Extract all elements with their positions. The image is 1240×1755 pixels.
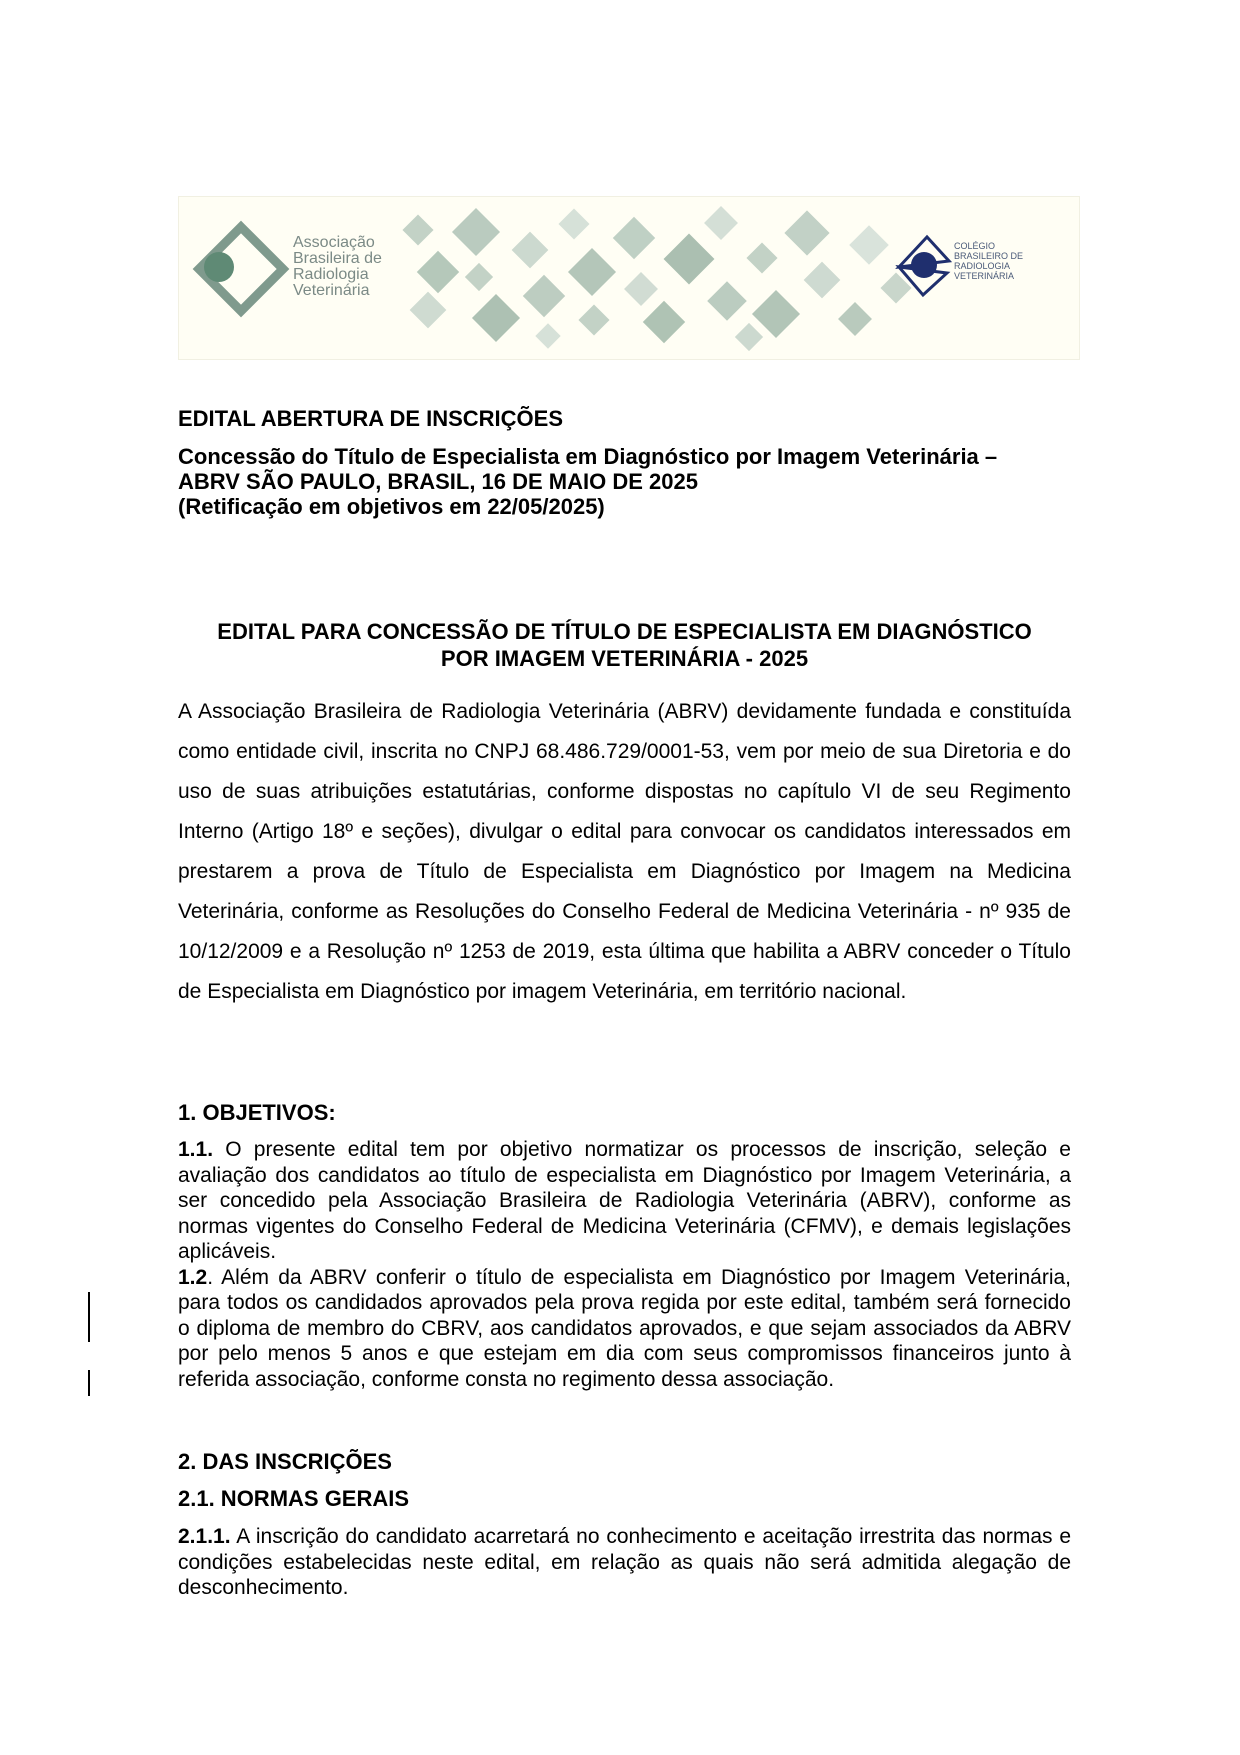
revision-margin-bar	[88, 1370, 90, 1396]
item-1-1-number: 1.1.	[178, 1138, 214, 1161]
header-banner	[178, 196, 1080, 360]
item-1-2	[178, 1265, 1071, 1393]
item-1-1	[178, 1137, 1071, 1265]
main-title: EDITAL ABERTURA DE INSCRIÇÕES	[178, 406, 564, 431]
subtitle-line-2: ABRV SÃO PAULO, BRASIL, 16 DE MAIO DE 2025	[178, 469, 698, 494]
cbrv-logo-text: COLÉGIO BRASILEIRO DE RADIOLOGIA VETERINÁRIA	[954, 241, 1024, 281]
center-title-line-2: POR IMAGEM VETERINÁRIA - 2025	[440, 646, 809, 671]
subtitle-line-1: Concessão do Título de Especialista em Diagnóstico por Imagem Veterinária –	[178, 444, 998, 469]
section-2-title: 2. DAS INSCRIÇÕES	[178, 1449, 392, 1474]
diamond-pattern	[402, 206, 911, 351]
center-title-line-1: EDITAL PARA CONCESSÃO DE TÍTULO DE ESPECIALISTA EM DIAGNÓSTICO	[217, 619, 1032, 644]
item-1-2-text: . Além da ABRV conferir o título de especialista em Diagnóstico por Imagem Veterinária, para todos os candidados aprovados pela prova regida por este edital, também será fornecido o diploma de membro do CBRV, aos candidatos aprovados, e que sejam associados da ABRV por pelo menos 5 anos e que estejam em dia com seus compromissos financeiros junto à referida associação, conforme consta no regimento dessa associação.	[178, 1265, 1071, 1391]
section-1-title: 1. OBJETIVOS:	[178, 1100, 336, 1125]
item-1-1-text: O presente edital tem por objetivo normatizar os processos de inscrição, seleção e avaliação dos candidatos ao título de especialista em Diagnóstico por Imagem Veterinária, a ser concedido pela Associação Brasileira de Radiologia Veterinária (ABRV), conforme as normas vigentes do Conselho Federal de Medicina Veterinária (CFMV), e demais legislações aplicáveis.	[178, 1138, 1071, 1263]
item-1-2-number: 1.2	[178, 1265, 208, 1289]
subtitle-line-3: (Retificação em objetivos em 22/05/2025)	[178, 494, 605, 519]
intro-paragraph	[178, 692, 1071, 1012]
section-2-1-1-body	[178, 1524, 1071, 1601]
abrv-logo-text: Associação Brasileira de Radiologia Veterinária	[293, 234, 382, 299]
revision-margin-bar	[88, 1292, 90, 1342]
item-2-1-1	[178, 1524, 1071, 1601]
abrv-logo-icon	[199, 227, 283, 311]
subtitle-block	[178, 444, 1071, 519]
section-2-1-title: 2.1. NORMAS GERAIS	[178, 1486, 410, 1511]
item-2-1-1-text: A inscrição do candidato acarretará no conhecimento e aceitação irrestrita das normas e condições estabelecidas neste edital, em relação as quais não será admitida alegação de desconhecimento.	[178, 1525, 1071, 1599]
item-2-1-1-number: 2.1.1.	[178, 1525, 231, 1548]
center-title	[178, 618, 1071, 672]
intro-text: A Associação Brasileira de Radiologia Veterinária (ABRV) devidamente fundada e constituída como entidade civil, inscrita no CNPJ 68.486.729/0001-53, vem por meio de sua Diretoria e do uso de suas atribuições estatutárias, conforme dispostas no capítulo VI de seu Regimento Interno (Artigo 18º e seções), divulgar o edital para convocar os candidatos interessados em prestarem a prova de Título de Especialista em Diagnóstico por Imagem na Medicina Veterinária, conforme as Resoluções do Conselho Federal de Medicina Veterinária - nº 935 de 10/12/2009 e a Resolução nº 1253 de 2019, esta última que habilita a ABRV conceder o Título de Especialista em Diagnóstico por imagem Veterinária, em território nacional.	[178, 700, 1071, 1003]
section-1-body	[178, 1137, 1071, 1392]
